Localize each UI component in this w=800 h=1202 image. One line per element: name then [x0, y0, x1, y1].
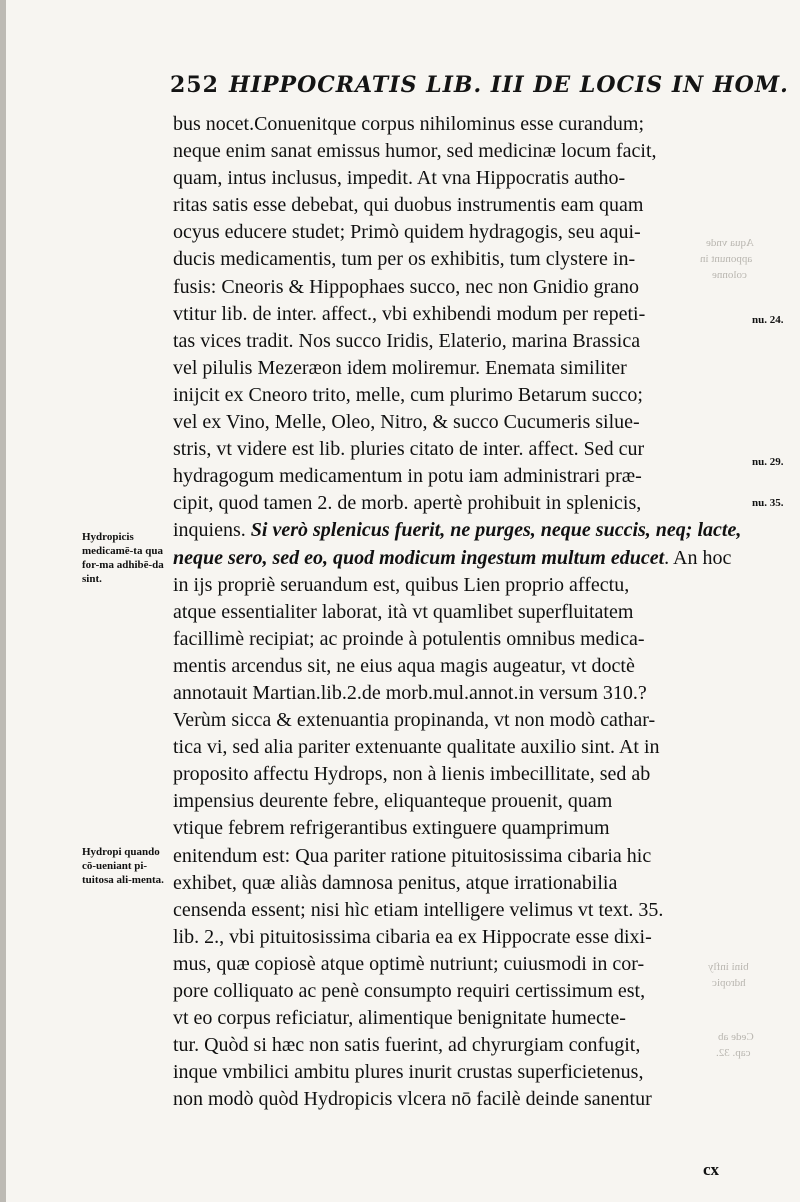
text-line: tur. Quòd si hæc non satis fuerint, ad chyrurgiam confugit,	[173, 1034, 641, 1057]
text-line: tas vices tradit. Nos succo Iridis, Elaterio, marina Brassica	[173, 329, 641, 352]
text-line: vt eo corpus reficiatur, alimentique benignitate humecte-	[173, 1007, 626, 1030]
text-line: ducis medicamentis, tum per os exhibitis, tum clystere in-	[173, 248, 636, 271]
text-line: in ijs propriè seruandum est, quibus Lien proprio affectu,	[173, 573, 630, 596]
text-line: ritas satis esse debebat, qui duobus instrumentis eam quam	[173, 194, 644, 217]
text-line: pore colliquato ac penè consumpto requiri certissimum est,	[173, 980, 646, 1002]
text-line: proposito affectu Hydrops, non à lienis imbecillitate, sed ab	[173, 763, 651, 786]
text-line: vtique febrem refrigerantibus extinguere quamprimum	[173, 817, 610, 840]
text-line: annotauit Martian.lib.2.de morb.mul.annot.in versum 310.?	[173, 681, 647, 704]
text-line: vtitur lib. de inter. affect., vbi exhibendi modum per repeti-	[173, 302, 646, 325]
text-line: impensius deurente febre, eliquanteque prouenit, quam	[173, 790, 613, 813]
text-line: hydragogum medicamentum in potu iam administrari præ-	[173, 465, 642, 488]
italic-quotation: neque sero, sed eo, quod modicum ingestum multum educet	[173, 546, 665, 569]
text-line: vel ex Vino, Melle, Oleo, Nitro, & succo Cucumeris silue-	[173, 411, 640, 434]
margin-ref-right-3: nu. 35.	[752, 497, 784, 509]
text-line: atque essentialiter laborat, ità vt quamlibet superfluitatem	[173, 600, 634, 623]
bleed-through-4: bini infly	[708, 961, 749, 973]
bleed-through-7: cap. 32.	[716, 1047, 751, 1059]
line-end-text: . An hoc	[664, 546, 732, 569]
text-line: bus nocet.Conuenitque corpus nihilominus esse curandum;	[173, 113, 645, 135]
text-line: Verùm sicca & extenuantia propinanda, vt non modò cathar-	[173, 709, 656, 732]
margin-ref-right-1: nu. 24.	[752, 314, 784, 326]
text-line: quam, intus inclusus, impedit. At vna Hippocratis autho-	[173, 167, 626, 190]
running-header	[170, 72, 789, 98]
text-line: neque enim sanat emissus humor, sed medicinæ locum facit,	[173, 140, 657, 163]
running-title: HIPPOCRATIS LIB. III DE LOCIS IN HOM.	[228, 72, 789, 98]
catchword: cx	[703, 1160, 720, 1179]
text-line: exhibet, quæ aliàs damnosa penitus, atque irrationabilia	[173, 871, 618, 894]
bleed-through-3: colonne	[712, 269, 747, 281]
bleed-through-1: Aqua vnde	[706, 237, 754, 249]
text-line: vel pilulis Mezeræon idem moliremur. Enemata similiter	[173, 356, 627, 379]
text-line-quote-start	[173, 517, 743, 544]
text-line: stris, vt videre est lib. pluries citato de inter. affect. Sed cur	[173, 438, 645, 461]
text-line: tica vi, sed alia pariter extenuante qualitate auxilio sint. At in	[173, 736, 660, 759]
margin-note-left-2: Hydropi quando cō-ueniant pi-tuitosa ali-menta.	[82, 846, 164, 886]
page-number: 252	[170, 72, 219, 98]
text-line-quote-end	[173, 545, 743, 572]
text-line: fusis: Cneoris & Hippophaes succo, nec non Gnidio grano	[173, 275, 640, 298]
text-line: ocyus educere studet; Primò quidem hydragogis, seu aqui-	[173, 221, 641, 244]
text-line: lib. 2., vbi pituitosissima cibaria ea ex Hippocrate esse dixi-	[173, 925, 652, 948]
text-line: enitendum est: Qua pariter ratione pituitosissima cibaria hic	[173, 844, 652, 867]
text-line: inijcit ex Cneoro trito, melle, cum plurimo Betarum succo;	[173, 383, 643, 406]
bleed-through-5: hdropic	[712, 977, 746, 989]
line-start-text: inquiens.	[173, 519, 251, 542]
page-edge-shadow	[0, 0, 6, 1202]
italic-quotation: Si verò splenicus fuerit, ne purges, neque succis, neq; lacte,	[250, 519, 742, 542]
bleed-through-6: Cede ab	[718, 1031, 754, 1043]
text-line: facillimè recipiat; ac proinde à potulentis omnibus medica-	[173, 627, 645, 650]
text-line: cipit, quod tamen 2. de morb. apertè prohibuit in splenicis,	[173, 492, 642, 515]
margin-note-left-1: Hydropicis medicamē-ta qua for-ma adhibē-da sint.	[82, 531, 164, 585]
main-text-block	[173, 111, 743, 1113]
text-line: mus, quæ copiosè atque optimè nutriunt; cuiusmodi in cor-	[173, 952, 645, 975]
margin-ref-right-2: nu. 29.	[752, 456, 784, 468]
text-line: non modò quòd Hydropicis vlcera nō facilè deinde sanentur	[173, 1088, 652, 1111]
text-line: censenda essent; nisi hìc etiam intelligere velimus vt text. 35.	[173, 898, 664, 921]
text-line: inque vmbilici ambitu plures inurit crustas superficietenus,	[173, 1061, 644, 1084]
bleed-through-2: apponunt in	[700, 253, 753, 265]
text-line: mentis arcendus sit, ne eius aqua magis augeatur, vt doctè	[173, 654, 635, 677]
